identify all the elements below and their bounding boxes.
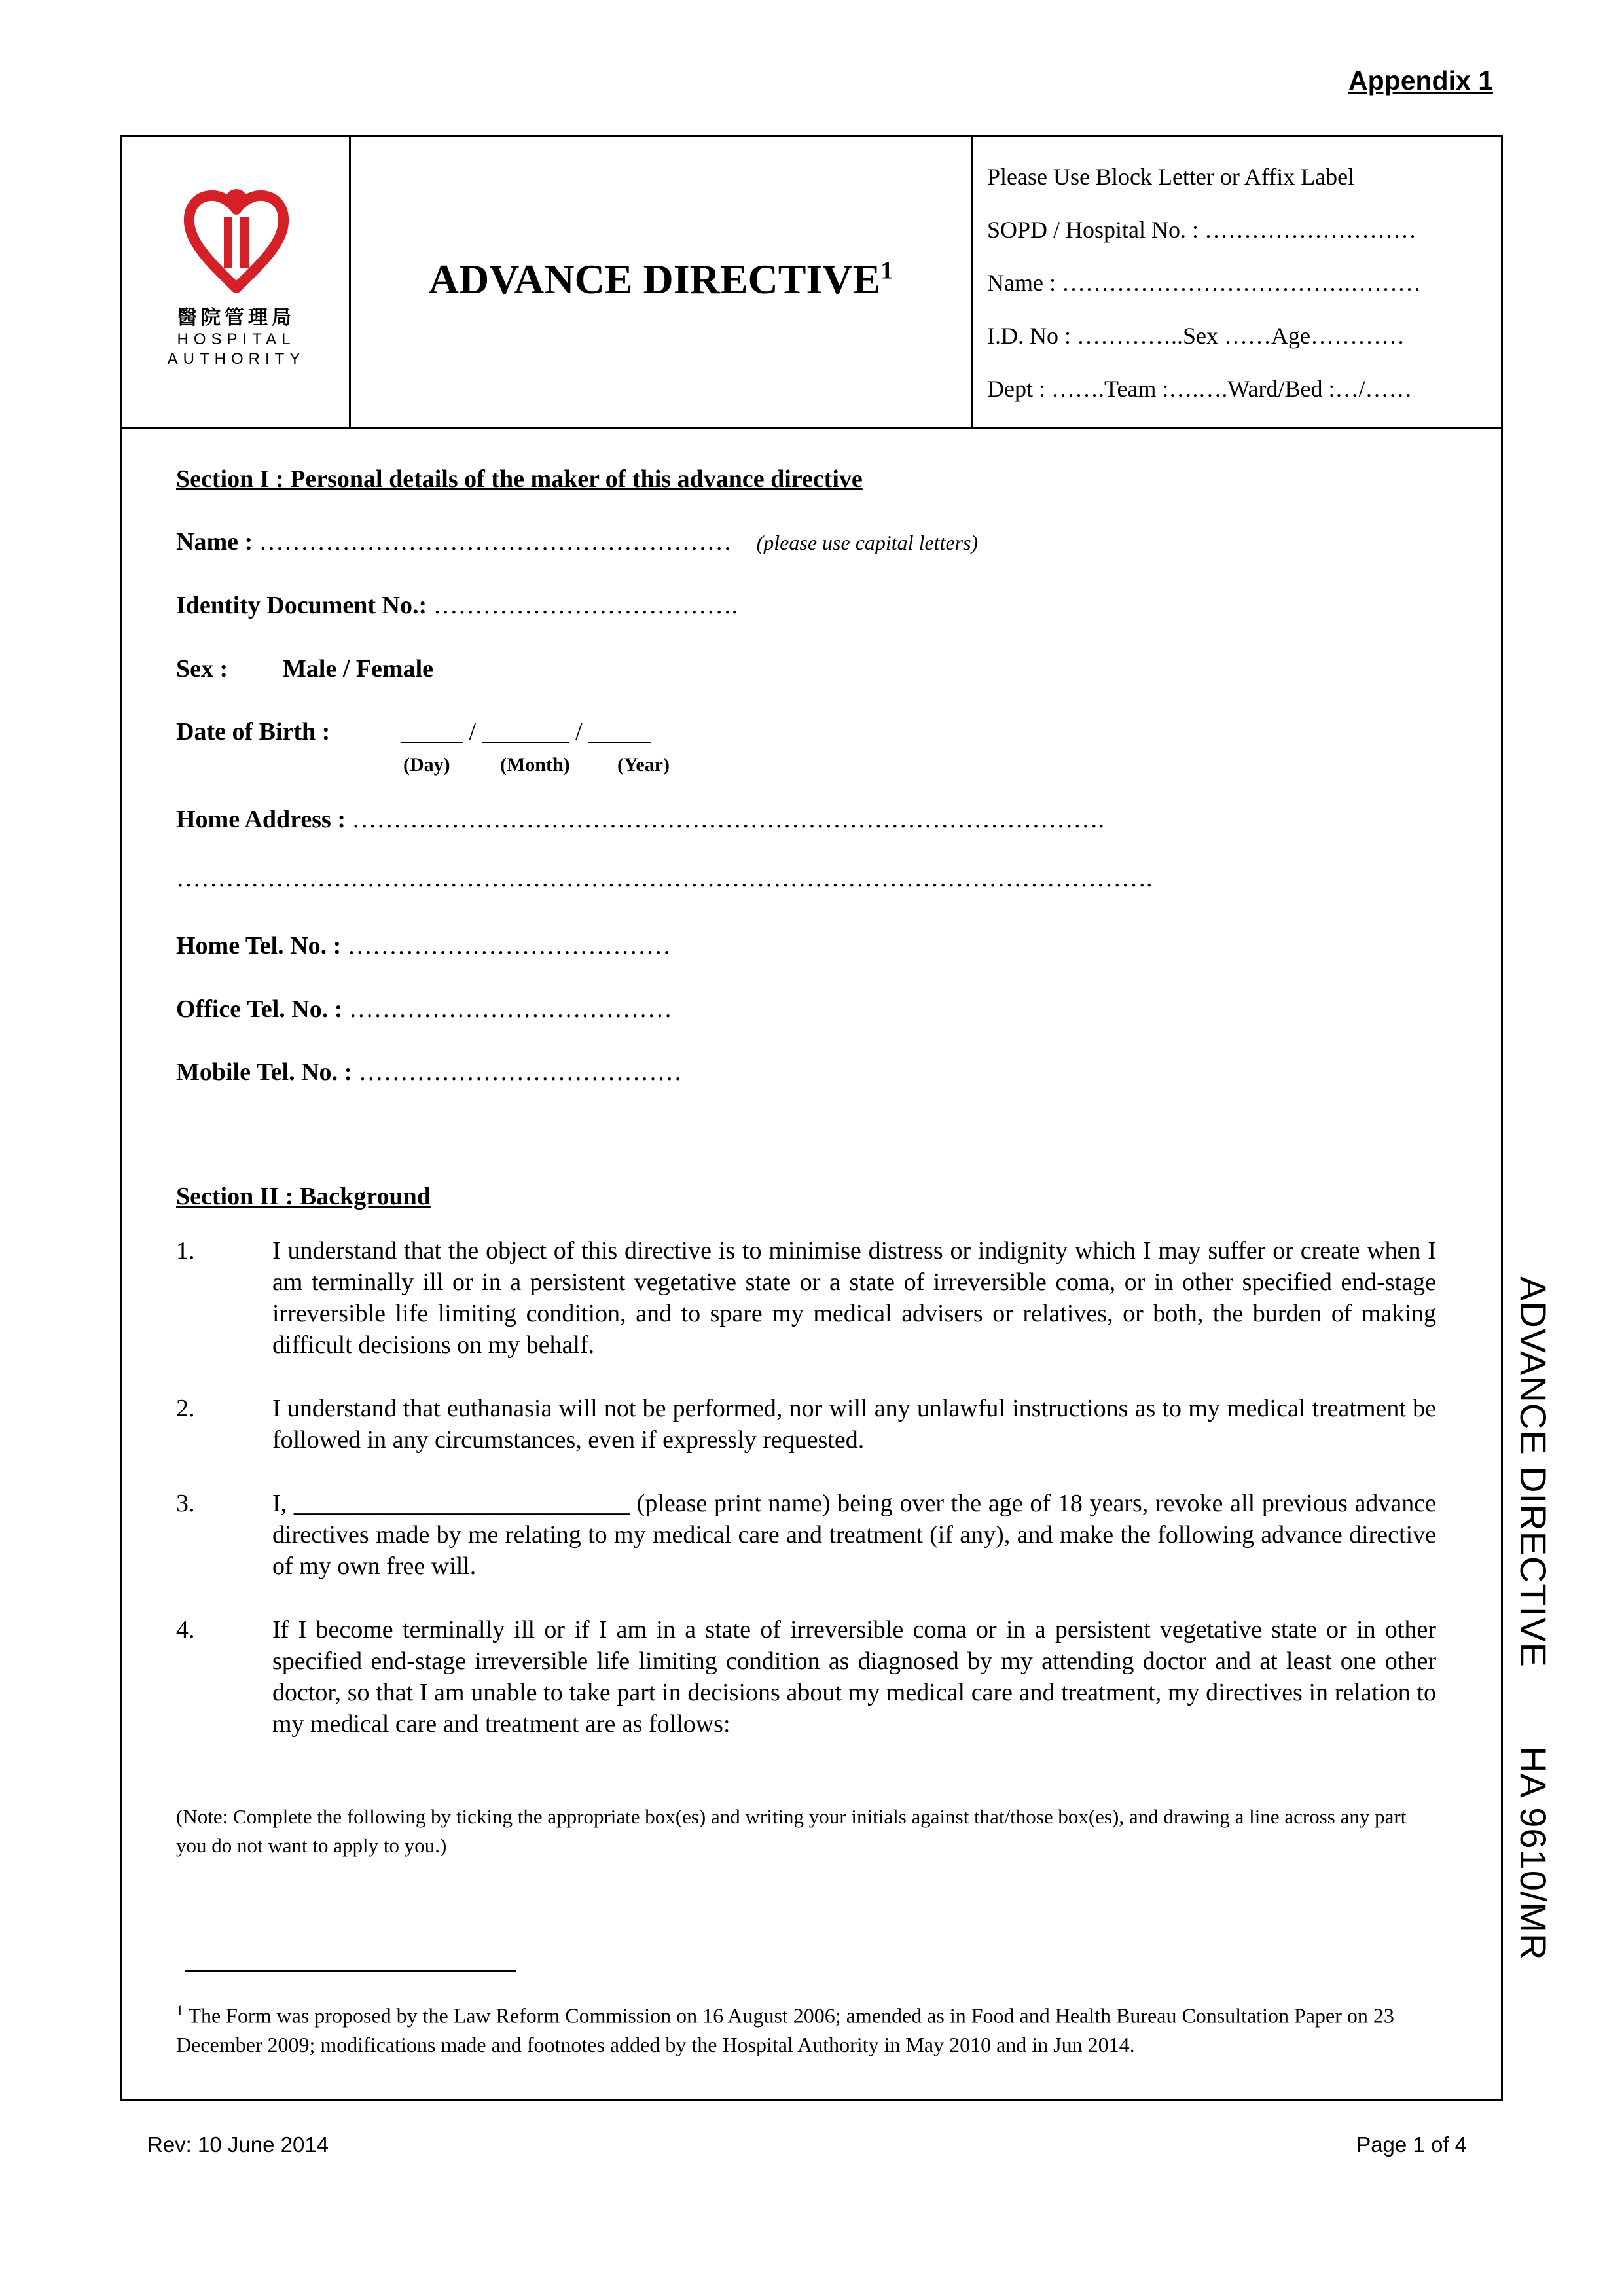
office-tel-row — [176, 995, 672, 1024]
name-label: Name : — [176, 528, 253, 556]
label-instruction: Please Use Block Letter or Affix Label — [987, 164, 1355, 190]
dob-label: Date of Birth : — [176, 718, 331, 745]
form-header — [122, 137, 1501, 429]
name-hint: (please use capital letters) — [756, 531, 979, 554]
mobile-tel-field[interactable]: ………………………………… — [358, 1058, 682, 1086]
home-tel-label: Home Tel. No. : — [176, 932, 342, 960]
footnote-divider — [185, 1970, 516, 1972]
logo-english-line1: HOSPITAL — [177, 331, 296, 348]
name-row — [176, 528, 978, 556]
logo-cell — [122, 137, 351, 427]
address-field-line2[interactable]: ………………………………………………………………………………………………………. — [176, 865, 1153, 892]
home-tel-row — [176, 931, 671, 960]
sex-options[interactable]: Male / Female — [283, 655, 434, 683]
sex-label: Sex : — [176, 655, 228, 683]
label-dept-team-ward-field[interactable]: Dept : …….Team :….….Ward/Bed :…/…… — [987, 376, 1413, 402]
side-form-code: HA 9610/MR — [1513, 1746, 1554, 1961]
sex-row — [176, 655, 434, 683]
office-tel-field[interactable]: ………………………………… — [348, 996, 672, 1023]
mobile-tel-label: Mobile Tel. No. : — [176, 1058, 353, 1086]
section2-heading: Section II : Background — [176, 1183, 431, 1210]
appendix-label: Appendix 1 — [1348, 65, 1493, 96]
footnote: $^1$ The Form was proposed by the Law Reform Commission on 16 August 2006; amended as in Food and Health Bureau Consultation Paper on 23 December 2009; modifications made and footnotes added by the Hospital Authority in May 2010 and in Jun 2014. — [176, 2002, 1394, 2056]
logo-chinese-text: 醫院管理局 — [177, 306, 295, 329]
hospital-authority-logo-icon — [184, 183, 289, 295]
dob-field[interactable]: _____ / _______ / _____ — [401, 718, 651, 745]
patient-label-area[interactable] — [973, 137, 1501, 427]
name-field[interactable]: ………………………………………………… — [259, 528, 732, 556]
revision-date: Rev: 10 June 2014 — [147, 2132, 329, 2157]
dob-year-label: (Year) — [617, 754, 670, 776]
mobile-tel-row — [176, 1058, 682, 1086]
office-tel-label: Office Tel. No. : — [176, 996, 343, 1023]
dob-row — [176, 717, 651, 746]
side-title: ADVANCE DIRECTIVE — [1513, 1276, 1554, 1668]
background-item-2: 2. I understand that euthanasia will not be performed, nor will any unlawful instructions as to my medical treatment be followed in any circumstances, even if expressly requested. — [176, 1395, 1436, 1454]
label-id-sex-age-field[interactable]: I.D. No : …………..Sex ……Age………… — [987, 323, 1405, 349]
id-field[interactable]: ………………………………. — [433, 592, 738, 619]
instruction-note: (Note: Complete the following by ticking the appropriate box(es) and writing your initials against that/those box(es), and drawing a line across any part you do not want to apply to you.) — [176, 1805, 1407, 1857]
label-name-field[interactable]: Name : ……………………………….……… — [987, 270, 1421, 296]
home-tel-field[interactable]: ………………………………… — [347, 932, 671, 960]
side-vertical-label — [1512, 1276, 1555, 1960]
label-hospital-no-field[interactable]: SOPD / Hospital No. : ……………………… — [987, 217, 1417, 243]
form-title: ADVANCE DIRECTIVE$^1$ — [428, 256, 893, 302]
section1-heading: Section I : Personal details of the maker of this advance directive — [176, 465, 863, 493]
background-item-1: 1. I understand that the object of this directive is to minimise distress or indignity which I may suffer or create when I am terminally ill or in a persistent vegetative state or a state of irreversible coma, or in other specified end-stage irreversible life limiting condition, and to spare my medical advisers or relatives, or both, the burden of making difficult decisions on my behalf. — [176, 1237, 1436, 1359]
id-label: Identity Document No.: — [176, 592, 427, 619]
address-row — [176, 805, 1104, 834]
dob-month-label: (Month) — [500, 754, 570, 776]
form-frame — [120, 135, 1503, 2101]
background-item-4: 4. If I become terminally ill or if I am in a state of irreversible coma or in a persistent vegetative state or in other specified end-stage irreversible life limiting condition as diagnosed by my attending doctor and at least one other doctor, so that I am unable to take part in decisions about my medical care and treatment, my directives in relation to my medical care and treatment are as follows: — [176, 1616, 1436, 1738]
title-cell — [351, 137, 973, 427]
address-label: Home Address : — [176, 806, 346, 833]
address-field[interactable]: ………………………………………………………………………………. — [352, 806, 1104, 833]
logo-english-line2: AUTHORITY — [167, 350, 306, 368]
page-number: Page 1 of 4 — [1356, 2132, 1467, 2157]
background-item-3[interactable]: 3. I, ___________________________ (please print name) being over the age of 18 years, revoke all previous advance directives made by me relating to my medical care and treatment (if any), and make the following advance directive of my own free will. — [176, 1490, 1436, 1580]
dob-day-label: (Day) — [403, 754, 450, 776]
id-row — [176, 591, 738, 620]
